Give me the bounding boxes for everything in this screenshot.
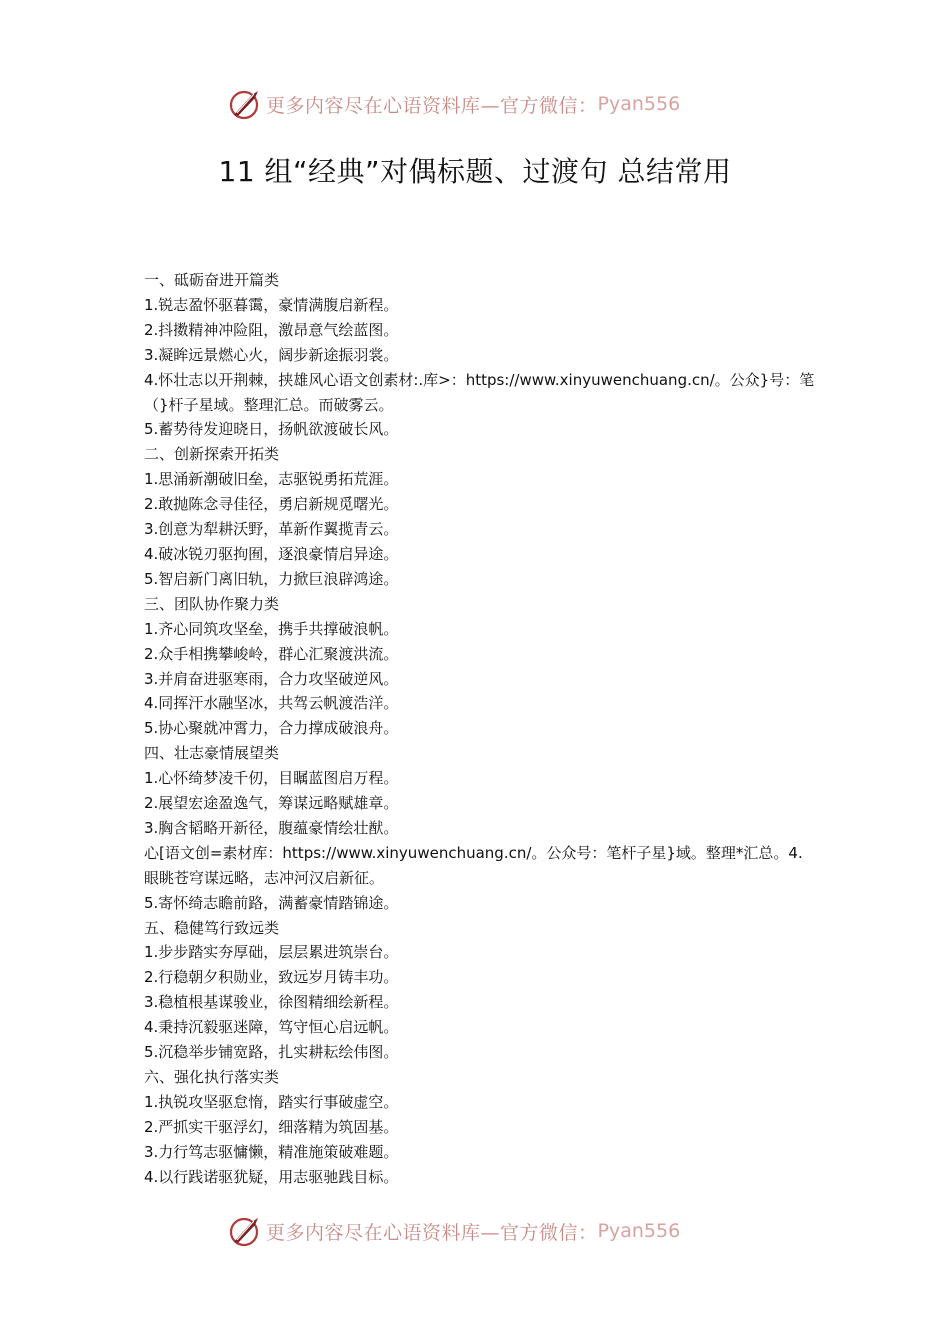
text-line: 3.并肩奋进驱寒雨，合力攻坚破逆风。 [144, 669, 399, 688]
text-line: 2.众手相携攀峻岭，群心汇聚渡洪流。 [144, 644, 399, 663]
text-line: 1.思涌新潮破旧垒，志驱锐勇拓荒涯。 [144, 470, 399, 489]
footer-banner [228, 1213, 728, 1249]
document-body [144, 268, 816, 1190]
section-heading: 二、创新探索开拓类 [144, 445, 280, 464]
text-line: 2.行稳朝夕积勋业，致远岁月铸丰功。 [144, 968, 399, 987]
banner-wechat-handle: Pyan556 [597, 93, 681, 115]
section-heading: 四、壮志豪情展望类 [144, 744, 280, 763]
text-line: 4.以行践诺驱犹疑，用志驱驰践目标。 [144, 1167, 399, 1186]
text-line: 2.敢抛陈念寻佳径，勇启新规觅曙光。 [144, 495, 399, 514]
banner-wechat-handle: Pyan556 [597, 1220, 681, 1242]
text-line: 5.寄怀绮志瞻前路，满蓄豪情踏锦途。 [144, 893, 399, 912]
text-line: 4.同挥汗水融坚冰，共驾云帆渡浩洋。 [144, 694, 399, 713]
text-line: 3.凝眸远景燃心火，阔步新途振羽裳。 [144, 345, 399, 364]
text-line: 1.步步踏实夯厚础，层层累进筑崇台。 [144, 943, 399, 962]
section-heading: 六、强化执行落实类 [144, 1068, 280, 1086]
text-line: 3.创意为犁耕沃野，革新作翼揽青云。 [144, 520, 399, 539]
text-line: 4.怀壮志以开荆棘，挟雄风心语文创素材:.库>：https://www.xinyuwenchuang.cn/。公众}号：笔（}杆子星域。整理汇总。而破雾云。 [144, 370, 815, 414]
text-line: 2.严抓实干驱浮幻，细落精为筑固基。 [144, 1117, 399, 1136]
page-title: 11 组“经典”对偶标题、过渡句 总结常用 [218, 155, 732, 188]
text-line: 5.智启新门离旧轨，力掀巨浪辟鸿途。 [144, 569, 399, 588]
text-line: 5.协心聚就冲霄力，合力撑成破浪舟。 [144, 719, 399, 738]
section-heading: 三、团队协作聚力类 [144, 594, 280, 613]
text-line: 4.破冰锐刃驱拘囿，逐浪豪情启异途。 [144, 544, 399, 563]
text-line: 5.蓄势待发迎晓日，扬帆欲渡破长风。 [144, 420, 399, 439]
banner-text: 更多内容尽在心语资料库—官方微信： [266, 94, 598, 117]
text-line: 心[语文创=素材库：https://www.xinyuwenchuang.cn/。公众号：笔杆子星}域。整理*汇总。4.眼眺苍穹谋远略，志冲河汉启新征。 [144, 843, 803, 887]
text-line: 4.秉持沉毅驱迷障，笃守恒心启远帆。 [144, 1018, 399, 1037]
text-line: 1.执锐攻坚驱怠惰，踏实行事破虚空。 [144, 1092, 399, 1111]
header-banner [228, 86, 728, 122]
text-line: 3.稳植根基谋骏业，徐图精细绘新程。 [144, 993, 399, 1012]
text-line: 3.胸含韬略开新径，腹蕴豪情绘壮猷。 [144, 818, 399, 837]
text-line: 2.抖擞精神冲险阻，激昂意气绘蓝图。 [144, 320, 399, 339]
quill-pen-logo-icon [228, 87, 262, 121]
text-line: 1.锐志盈怀驱暮霭，豪情满腹启新程。 [144, 295, 399, 314]
text-line: 1.齐心同筑攻坚垒，携手共撑破浪帆。 [144, 619, 399, 638]
text-line: 3.力行笃志驱慵懒，精准施策破难题。 [144, 1142, 399, 1161]
quill-pen-logo-icon [228, 1214, 262, 1248]
text-line: 5.沉稳举步铺宽路，扎实耕耘绘伟图。 [144, 1043, 399, 1062]
section-heading: 五、稳健笃行致远类 [144, 918, 280, 937]
text-line: 1.心怀绮梦凌千仞，目瞩蓝图启万程。 [144, 769, 399, 788]
banner-text: 更多内容尽在心语资料库—官方微信： [266, 1221, 598, 1244]
section-heading: 一、砥砺奋进开篇类 [144, 271, 280, 289]
text-line: 2.展望宏途盈逸气，筹谋远略赋雄章。 [144, 794, 399, 813]
